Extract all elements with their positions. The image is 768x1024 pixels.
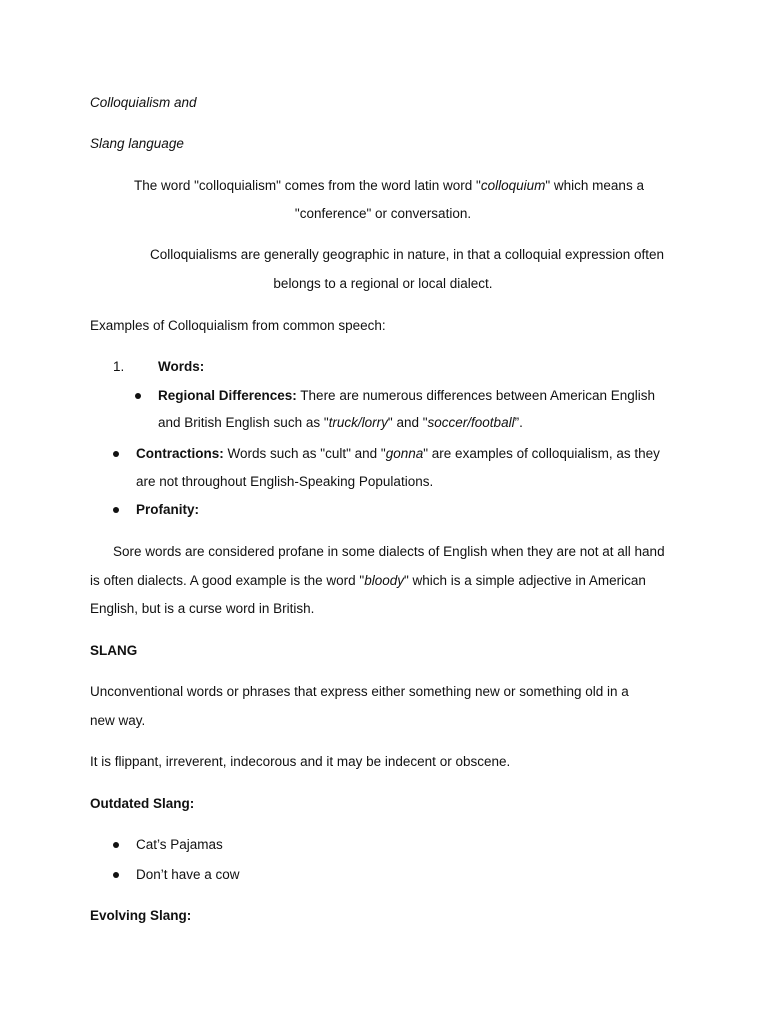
profanity-paragraph-line-2 [90, 572, 646, 590]
contractions-label: Contractions: [136, 446, 224, 461]
term-gonna: gonna [385, 446, 424, 461]
list-item: Cat’s Pajamas [136, 837, 223, 852]
intro-text: " which means a [545, 178, 644, 193]
evolving-slang-heading: Evolving Slang: [90, 908, 192, 923]
contractions-line-2: are not throughout English-Speaking Populations. [136, 474, 434, 489]
list-number-1: 1. [113, 359, 125, 374]
term-truck-lorry: truck/lorry [328, 415, 388, 430]
profanity-paragraph-line-3: English, but is a curse word in British. [90, 601, 315, 616]
intro-paragraph-1-line-1 [90, 177, 688, 195]
slang-heading: SLANG [90, 643, 138, 658]
regional-differences-text: There are numerous differences between American English [296, 388, 656, 403]
slang-definition-line-1: Unconventional words or phrases that express either something new or something old in a [90, 684, 629, 699]
bullet-icon [135, 393, 141, 399]
profanity-paragraph-line-1: Sore words are considered profane in some dialects of English when they are not at all hand [113, 544, 665, 559]
contractions-text: Words such as "cult" and " [223, 446, 386, 461]
outdated-slang-heading: Outdated Slang: [90, 796, 195, 811]
regional-differences-label: Regional Differences: [158, 388, 297, 403]
profanity-text: is often dialects. A good example is the word " [90, 573, 365, 588]
bullet-icon [113, 842, 119, 848]
regional-differences-line-1 [158, 387, 655, 405]
regional-text: and British English such as " [158, 415, 329, 430]
slang-definition-line-2: new way. [90, 713, 146, 728]
title-line-1: Colloquialism and [90, 95, 197, 110]
term-bloody: bloody [364, 573, 404, 588]
examples-heading: Examples of Colloquialism from common speech: [90, 318, 386, 333]
bullet-icon [113, 507, 119, 513]
regional-text: " and " [387, 415, 428, 430]
contractions-text: " are examples of colloquialism, as they [423, 446, 660, 461]
list-item: Don’t have a cow [136, 867, 240, 882]
intro-paragraph-2-line-2: belongs to a regional or local dialect. [273, 276, 493, 291]
intro-paragraph-1-line-2: "conference" or conversation. [294, 206, 472, 221]
contractions-line-1 [136, 445, 660, 463]
title-line-2: Slang language [90, 136, 184, 151]
profanity-label: Profanity: [136, 502, 200, 517]
regional-differences-line-2 [158, 414, 523, 432]
bullet-icon [113, 451, 119, 457]
intro-text: The word "colloquialism" comes from the word latin word " [134, 178, 481, 193]
intro-paragraph-2-line-1: Colloquialisms are generally geographic in nature, in that a colloquial expression often [149, 247, 665, 262]
regional-text: ”. [514, 415, 523, 430]
bullet-icon [113, 872, 119, 878]
slang-description: It is flippant, irreverent, indecorous and it may be indecent or obscene. [90, 754, 511, 769]
profanity-text: " which is a simple adjective in American [404, 573, 646, 588]
intro-term-colloquium: colloquium [480, 178, 546, 193]
term-soccer-football: soccer/football [427, 415, 515, 430]
words-label: Words: [158, 359, 205, 374]
